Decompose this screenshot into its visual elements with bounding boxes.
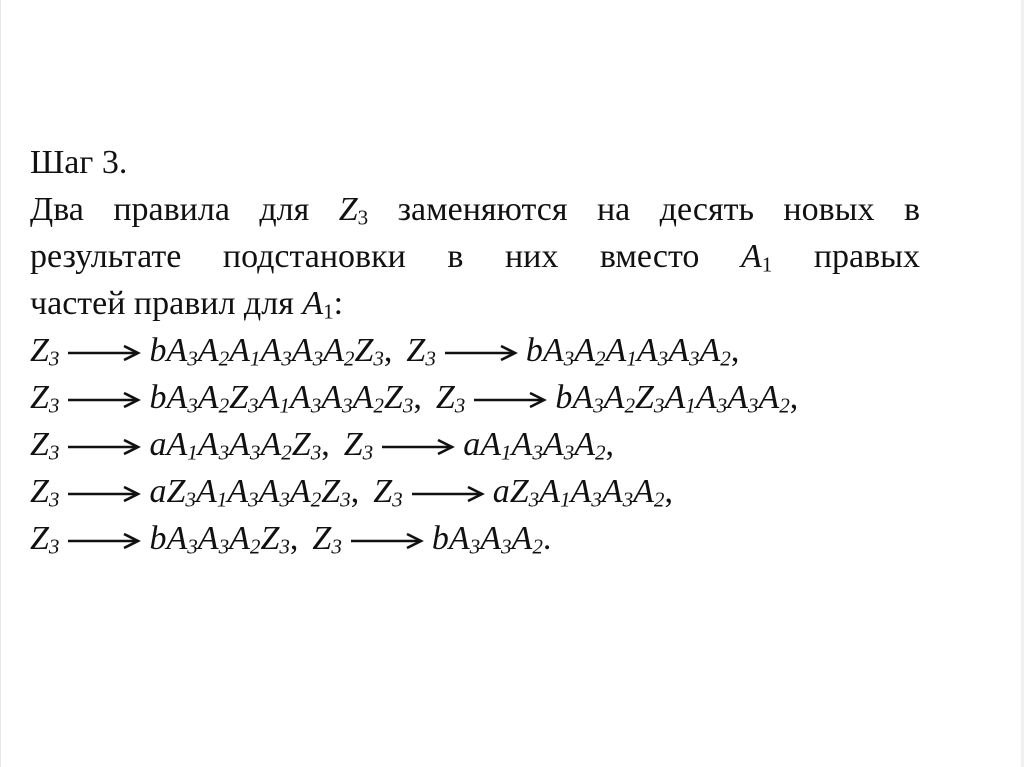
rule-end-punctuation: . xyxy=(542,520,552,557)
math-index: 1 xyxy=(249,346,261,371)
math-symbol: A xyxy=(258,379,280,416)
long-right-arrow-icon xyxy=(373,421,463,468)
math-symbol: b xyxy=(525,332,543,369)
long-right-arrow-icon xyxy=(59,515,149,562)
math-symbol: A xyxy=(289,473,311,510)
math-symbol: Z xyxy=(30,520,49,557)
math-index: 3 xyxy=(342,393,353,418)
long-right-arrow-icon xyxy=(59,468,149,515)
math-symbol: A xyxy=(511,426,533,463)
math-expression xyxy=(406,332,435,369)
math-index: 3 xyxy=(532,440,543,465)
math-index: 3 xyxy=(248,487,259,512)
step-heading: Шаг 3. xyxy=(30,144,128,181)
math-symbol: A xyxy=(197,332,219,369)
math-expression xyxy=(373,473,402,510)
paragraph-line-2 xyxy=(30,233,920,280)
math-symbol: a xyxy=(149,473,167,510)
comma-separator: , xyxy=(413,379,422,416)
math-index: 3 xyxy=(357,205,369,230)
math-index: 3 xyxy=(657,346,669,371)
math-index: 1 xyxy=(761,252,773,277)
math-expression xyxy=(432,520,543,557)
math-index: 3 xyxy=(48,534,60,559)
math-symbol: Z xyxy=(30,426,49,463)
math-symbol: A xyxy=(633,473,654,510)
math-symbol: A xyxy=(229,332,250,369)
math-symbol: A xyxy=(605,332,627,369)
math-index: 2 xyxy=(218,346,230,371)
comma-separator: , xyxy=(383,332,393,369)
math-symbol: A xyxy=(603,379,625,416)
rule-end-punctuation: , xyxy=(664,473,673,510)
math-index: 3 xyxy=(688,346,700,371)
math-index: 3 xyxy=(218,440,230,465)
math-symbol: a xyxy=(149,426,167,463)
math-index: 3 xyxy=(310,440,322,465)
math-symbol: A xyxy=(542,332,564,369)
math-index: 3 xyxy=(48,487,60,512)
math-index: 3 xyxy=(563,346,575,371)
math-index: 2 xyxy=(594,346,606,371)
rule-line xyxy=(30,468,920,515)
math-symbol: Z xyxy=(383,379,403,416)
math-symbol: b xyxy=(149,520,167,557)
math-symbol: b xyxy=(555,379,573,416)
math-symbol: A xyxy=(321,379,343,416)
math-expression xyxy=(30,473,59,510)
math-index: 1 xyxy=(685,393,696,418)
math-symbol: A xyxy=(352,379,374,416)
paragraph-line-1 xyxy=(30,186,920,233)
math-index: 2 xyxy=(720,346,731,371)
math-symbol: A xyxy=(664,379,686,416)
math-index: 2 xyxy=(594,440,606,465)
math-symbol: A xyxy=(699,332,721,369)
math-symbol: A xyxy=(197,520,219,557)
math-symbol: A xyxy=(727,379,748,416)
math-symbol: A xyxy=(166,426,188,463)
math-index: 3 xyxy=(48,346,60,371)
math-index: 1 xyxy=(216,487,228,512)
math-symbol: A xyxy=(480,426,501,463)
math-symbol: Z xyxy=(30,473,49,510)
math-index: 3 xyxy=(402,393,414,418)
text-span: : xyxy=(333,285,344,322)
rule-end-punctuation: , xyxy=(730,332,740,369)
math-index: 3 xyxy=(501,534,512,559)
text-span: результате подстановки в них вместо xyxy=(30,238,700,275)
math-index: 1 xyxy=(323,299,334,324)
math-symbol: A xyxy=(302,285,324,322)
math-symbol: Z xyxy=(354,332,374,369)
math-symbol: b xyxy=(149,332,167,369)
math-expression xyxy=(526,332,731,369)
math-index: 3 xyxy=(392,487,403,512)
math-index: 3 xyxy=(469,534,481,559)
math-expression xyxy=(30,332,59,369)
math-index: 3 xyxy=(653,393,665,418)
math-index: 3 xyxy=(373,346,384,371)
math-index: 1 xyxy=(626,346,637,371)
math-symbol: A xyxy=(260,332,282,369)
math-expression xyxy=(555,379,789,416)
math-index: 3 xyxy=(622,487,634,512)
math-symbol: b xyxy=(431,520,449,557)
math-symbol: Z xyxy=(30,332,49,369)
math-index: 3 xyxy=(279,534,290,559)
math-symbol: A xyxy=(195,473,217,510)
math-expression xyxy=(149,473,350,510)
rule-line xyxy=(30,515,920,562)
math-symbol: Z xyxy=(291,426,311,463)
math-symbol: A xyxy=(570,473,592,510)
math-index: 3 xyxy=(187,534,198,559)
math-expression xyxy=(30,379,59,416)
math-symbol: A xyxy=(480,520,501,557)
math-index: 2 xyxy=(653,487,665,512)
math-index: 3 xyxy=(331,534,342,559)
math-symbol: Z xyxy=(406,332,426,369)
math-symbol: A xyxy=(758,379,780,416)
math-expression xyxy=(149,379,413,416)
math-index: 3 xyxy=(425,346,436,371)
math-symbol: A xyxy=(197,426,219,463)
math-index: 1 xyxy=(501,440,512,465)
math-index: 2 xyxy=(249,534,261,559)
math-symbol: Z xyxy=(373,473,393,510)
long-right-arrow-icon xyxy=(403,468,493,515)
math-index: 2 xyxy=(281,440,292,465)
math-symbol: Z xyxy=(30,379,49,416)
math-symbol: A xyxy=(291,332,313,369)
math-symbol: A xyxy=(668,332,689,369)
long-right-arrow-icon xyxy=(342,515,432,562)
long-right-arrow-icon xyxy=(436,327,526,374)
math-symbol: Z xyxy=(435,379,455,416)
math-expression xyxy=(30,426,59,463)
math-index: 3 xyxy=(249,440,261,465)
long-right-arrow-icon xyxy=(59,327,149,374)
math-symbol: A xyxy=(227,473,249,510)
math-symbol: A xyxy=(574,332,595,369)
long-right-arrow-icon xyxy=(465,374,555,421)
math-symbol: b xyxy=(149,379,167,416)
math-symbol: A xyxy=(258,473,280,510)
math-index: 3 xyxy=(528,487,540,512)
math-expression xyxy=(312,520,341,557)
math-expression xyxy=(149,520,289,557)
math-index: 1 xyxy=(559,487,571,512)
math-index: 3 xyxy=(340,487,351,512)
math-index: 3 xyxy=(454,393,466,418)
math-index: 2 xyxy=(343,346,355,371)
math-index: 3 xyxy=(187,393,198,418)
math-symbol: A xyxy=(539,473,560,510)
math-symbol: Z xyxy=(321,473,341,510)
math-index: 2 xyxy=(779,393,790,418)
rule-line xyxy=(30,327,920,374)
text-span: Два правила для xyxy=(30,191,310,228)
math-symbol: Z xyxy=(509,473,529,510)
math-symbol: A xyxy=(601,473,623,510)
math-symbol: A xyxy=(323,332,344,369)
math-index: 3 xyxy=(187,346,198,371)
text-span: заменяются на десять новых в xyxy=(397,191,920,228)
math-index: 3 xyxy=(48,440,60,465)
math-index: 2 xyxy=(373,393,384,418)
math-symbol: A xyxy=(740,238,762,275)
math-symbol: Z xyxy=(312,520,332,557)
math-symbol: A xyxy=(197,379,219,416)
math-index: 3 xyxy=(716,393,728,418)
math-symbol: A xyxy=(448,520,470,557)
paragraph-line-3 xyxy=(30,280,920,327)
long-right-arrow-icon xyxy=(59,421,149,468)
math-symbol: a xyxy=(463,426,481,463)
math-expression xyxy=(344,426,373,463)
math-expression xyxy=(30,520,59,557)
math-index: 3 xyxy=(310,393,322,418)
math-index: 1 xyxy=(279,393,290,418)
long-right-arrow-icon xyxy=(59,374,149,421)
math-index: 2 xyxy=(310,487,322,512)
math-symbol: A xyxy=(229,426,250,463)
math-index: 2 xyxy=(532,534,543,559)
comma-separator: , xyxy=(321,426,330,463)
math-symbol: a xyxy=(492,473,510,510)
math-index: 3 xyxy=(281,346,292,371)
math-symbol: A xyxy=(166,520,188,557)
math-index: 3 xyxy=(312,346,324,371)
rule-line xyxy=(30,421,920,468)
math-expression xyxy=(436,379,465,416)
math-var xyxy=(741,238,772,275)
math-var xyxy=(339,191,368,228)
math-expression xyxy=(149,332,383,369)
math-symbol: A xyxy=(289,379,311,416)
math-index: 1 xyxy=(187,440,198,465)
math-symbol: Z xyxy=(635,379,654,416)
math-index: 3 xyxy=(563,440,575,465)
comma-separator: , xyxy=(289,520,299,557)
text-span: правых xyxy=(813,238,921,275)
grammar-rules xyxy=(30,327,920,562)
math-index: 3 xyxy=(591,487,602,512)
math-index: 3 xyxy=(279,487,290,512)
math-index: 3 xyxy=(248,393,259,418)
math-index: 3 xyxy=(218,534,230,559)
math-symbol: A xyxy=(229,520,250,557)
math-expression xyxy=(493,473,665,510)
math-symbol: A xyxy=(511,520,533,557)
comma-separator: , xyxy=(350,473,360,510)
math-symbol: Z xyxy=(166,473,186,510)
math-symbol: A xyxy=(695,379,717,416)
math-symbol: A xyxy=(166,379,188,416)
slide-left-edge xyxy=(0,0,1,767)
math-symbol: A xyxy=(636,332,658,369)
math-symbol: Z xyxy=(343,426,363,463)
math-index: 3 xyxy=(593,393,604,418)
text-span: частей правил для xyxy=(30,285,294,322)
rule-end-punctuation: , xyxy=(789,379,799,416)
math-index: 3 xyxy=(747,393,759,418)
rule-line xyxy=(30,374,920,421)
math-symbol: Z xyxy=(338,191,358,228)
math-var xyxy=(302,285,333,322)
math-symbol: A xyxy=(166,332,188,369)
math-index: 3 xyxy=(48,393,60,418)
math-symbol: Z xyxy=(229,379,249,416)
math-symbol: A xyxy=(572,379,594,416)
math-symbol: Z xyxy=(260,520,280,557)
math-symbol: A xyxy=(574,426,595,463)
math-index: 3 xyxy=(362,440,374,465)
math-symbol: A xyxy=(260,426,282,463)
math-index: 2 xyxy=(624,393,635,418)
slide-content xyxy=(30,139,920,562)
math-index: 3 xyxy=(185,487,196,512)
math-symbol: A xyxy=(542,426,564,463)
rule-end-punctuation: , xyxy=(605,426,615,463)
math-expression xyxy=(149,426,321,463)
math-expression xyxy=(463,426,605,463)
math-index: 2 xyxy=(218,393,230,418)
